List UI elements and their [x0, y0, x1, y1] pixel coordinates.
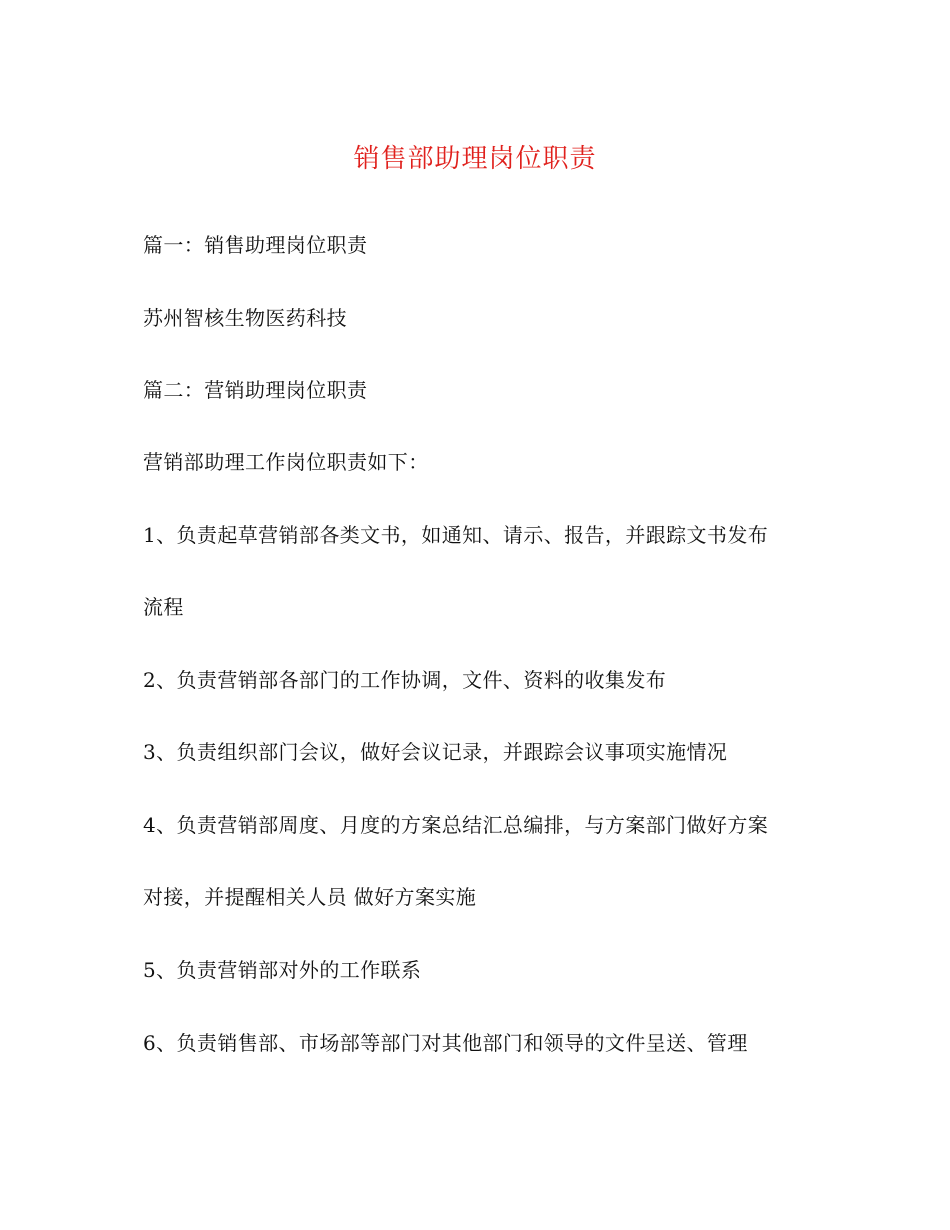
section-heading-1: 篇一：销售助理岗位职责 — [143, 233, 368, 257]
duty-5: 5、负责营销部对外的工作联系 — [143, 958, 422, 982]
company-name: 苏州智核生物医药科技 — [143, 306, 347, 330]
duty-4-line-2: 对接，并提醒相关人员 做好方案实施 — [143, 885, 477, 909]
section-heading-2: 篇二：营销助理岗位职责 — [143, 378, 368, 402]
duty-2: 2、负责营销部各部门的工作协调，文件、资料的收集发布 — [143, 668, 667, 692]
duty-1-line-2: 流程 — [143, 595, 184, 619]
document-title: 销售部助理岗位职责 — [353, 144, 597, 174]
intro-line: 营销部助理工作岗位职责如下： — [143, 450, 429, 474]
duty-3: 3、负责组织部门会议，做好会议记录，并跟踪会议事项实施情况 — [143, 740, 728, 764]
duty-6: 6、负责销售部、市场部等部门对其他部门和领导的文件呈送、管理 — [143, 1031, 748, 1055]
duty-1-line-1: 1、负责起草营销部各类文书，如通知、请示、报告，并跟踪文书发布 — [143, 523, 769, 547]
duty-4-line-1: 4、负责营销部周度、月度的方案总结汇总编排，与方案部门做好方案 — [143, 813, 769, 837]
